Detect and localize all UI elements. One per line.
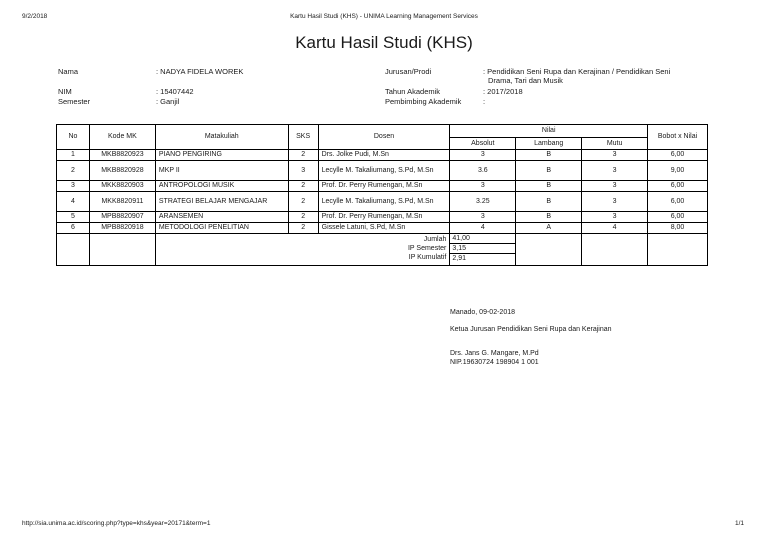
cell-kode: MKK8820911 bbox=[89, 192, 155, 212]
header-absolut: Absolut bbox=[450, 138, 516, 150]
cell-dosen: Lecylle M. Takaliumang, S.Pd, M.Sn bbox=[318, 161, 450, 181]
nim-label: NIM bbox=[58, 87, 72, 96]
cell-matakuliah: STRATEGI BELAJAR MENGAJAR bbox=[155, 192, 288, 212]
cell-bobot: 6,00 bbox=[648, 150, 708, 161]
cell-kode: MPB8820918 bbox=[89, 223, 155, 234]
cell-bobot: 8,00 bbox=[648, 223, 708, 234]
semester-value: : Ganjil bbox=[156, 97, 180, 106]
table-row bbox=[57, 161, 708, 181]
header-matakuliah: Matakuliah bbox=[155, 125, 288, 150]
cell-no: 2 bbox=[57, 161, 90, 181]
cell-sks: 2 bbox=[288, 150, 318, 161]
cell-dosen: Prof. Dr. Perry Rumengan, M.Sn bbox=[318, 181, 450, 192]
print-date: 9/2/2018 bbox=[22, 13, 48, 20]
nim-value: : 15407442 bbox=[156, 87, 194, 96]
semester-label: Semester bbox=[58, 97, 91, 106]
table-row bbox=[57, 212, 708, 223]
cell-mutu: 3 bbox=[582, 150, 648, 161]
print-page-number: 1/1 bbox=[734, 520, 744, 527]
page-title: Kartu Hasil Studi (KHS) bbox=[295, 33, 473, 52]
signature-name: Drs. Jans G. Mangare, M.Pd bbox=[450, 350, 539, 357]
cell-lambang: B bbox=[516, 192, 582, 212]
cell-kode: MKK8820903 bbox=[89, 181, 155, 192]
table-row bbox=[57, 192, 708, 212]
header-dosen: Dosen bbox=[318, 125, 450, 150]
cell-absolut: 4 bbox=[450, 223, 516, 234]
header-sks: SKS bbox=[288, 125, 318, 150]
header-mutu: Mutu bbox=[582, 138, 648, 150]
cell-dosen: Gissele Latuni, S.Pd, M.Sn bbox=[318, 223, 450, 234]
cell-no: 3 bbox=[57, 181, 90, 192]
signature-place-date: Manado, 09-02-2018 bbox=[450, 309, 515, 316]
ips-value: 3,15 bbox=[450, 244, 515, 254]
cell-kode: MPB8820907 bbox=[89, 212, 155, 223]
tahun-value: : 2017/2018 bbox=[483, 87, 523, 96]
cell-matakuliah: ANTROPOLOGI MUSIK bbox=[155, 181, 288, 192]
jurusan-label: Jurusan/Prodi bbox=[385, 67, 432, 76]
cell-kode: MKB8820928 bbox=[89, 161, 155, 181]
cell-lambang: B bbox=[516, 150, 582, 161]
cell-lambang: B bbox=[516, 181, 582, 192]
cell-bobot: 9,00 bbox=[648, 161, 708, 181]
summary-labels bbox=[155, 234, 450, 266]
cell-mutu: 3 bbox=[582, 181, 648, 192]
print-url: http://sia.unima.ac.id/scoring.php?type=khs&year=20171&term=1 bbox=[22, 520, 211, 527]
cell-sks: 3 bbox=[288, 161, 318, 181]
cell-kode: MKB8820923 bbox=[89, 150, 155, 161]
cell-absolut: 3 bbox=[450, 212, 516, 223]
signature-nip: NIP.19630724 198904 1 001 bbox=[450, 359, 539, 366]
ipk-value: 2,91 bbox=[452, 255, 466, 262]
cell-matakuliah: METODOLOGI PENELITIAN bbox=[155, 223, 288, 234]
jumlah-value: 41,00 bbox=[450, 234, 515, 244]
nama-label: Nama bbox=[58, 67, 79, 76]
cell-lambang: B bbox=[516, 212, 582, 223]
cell-mutu: 3 bbox=[582, 212, 648, 223]
header-no: No bbox=[57, 125, 90, 150]
cell-absolut: 3.25 bbox=[450, 192, 516, 212]
header-lambang: Lambang bbox=[516, 138, 582, 150]
cell-sks: 2 bbox=[288, 181, 318, 192]
header-kode: Kode MK bbox=[89, 125, 155, 150]
jurusan-value-line2: Drama, Tari dan Musik bbox=[488, 76, 563, 85]
cell-mutu: 3 bbox=[582, 192, 648, 212]
cell-bobot: 6,00 bbox=[648, 192, 708, 212]
cell-mutu: 4 bbox=[582, 223, 648, 234]
jurusan-value-line1: : Pendidikan Seni Rupa dan Kerajinan / Pendidikan Seni bbox=[483, 67, 671, 76]
cell-mutu: 3 bbox=[582, 161, 648, 181]
signature-role: Ketua Jurusan Pendidikan Seni Rupa dan Kerajinan bbox=[450, 326, 612, 333]
table-row bbox=[57, 150, 708, 161]
tahun-label: Tahun Akademik bbox=[385, 87, 441, 96]
pembimbing-value: : bbox=[483, 97, 486, 106]
pembimbing-label: Pembimbing Akademik bbox=[385, 97, 462, 106]
cell-dosen: Lecylle M. Takaliumang, S.Pd, M.Sn bbox=[318, 192, 450, 212]
ips-label: IP Semester bbox=[407, 245, 447, 252]
cell-bobot: 6,00 bbox=[648, 212, 708, 223]
cell-no: 5 bbox=[57, 212, 90, 223]
cell-sks: 2 bbox=[288, 223, 318, 234]
cell-bobot: 6,00 bbox=[648, 181, 708, 192]
nama-value: : NADYA FIDELA WOREK bbox=[156, 67, 244, 76]
cell-sks: 2 bbox=[288, 192, 318, 212]
cell-absolut: 3.6 bbox=[450, 161, 516, 181]
jumlah-label: Jumlah bbox=[423, 236, 447, 243]
cell-lambang: B bbox=[516, 161, 582, 181]
print-page-title: Kartu Hasil Studi (KHS) - UNIMA Learning Management Services bbox=[290, 13, 478, 20]
cell-no: 1 bbox=[57, 150, 90, 161]
cell-matakuliah: PIANO PENGIRING bbox=[155, 150, 288, 161]
cell-absolut: 3 bbox=[450, 150, 516, 161]
cell-lambang: A bbox=[516, 223, 582, 234]
cell-no: 4 bbox=[57, 192, 90, 212]
cell-dosen: Drs. Jolke Pudi, M.Sn bbox=[318, 150, 450, 161]
khs-table bbox=[56, 124, 708, 266]
table-row bbox=[57, 181, 708, 192]
cell-absolut: 3 bbox=[450, 181, 516, 192]
ipk-label: IP Kumulatif bbox=[408, 254, 447, 261]
cell-matakuliah: MKP II bbox=[155, 161, 288, 181]
summary-values bbox=[450, 234, 516, 266]
cell-matakuliah: ARANSEMEN bbox=[155, 212, 288, 223]
table-row bbox=[57, 223, 708, 234]
header-nilai: Nilai bbox=[450, 125, 648, 138]
cell-sks: 2 bbox=[288, 212, 318, 223]
summary-row bbox=[57, 234, 708, 266]
header-bobot: Bobot x Nilai bbox=[648, 125, 708, 150]
cell-no: 6 bbox=[57, 223, 90, 234]
cell-dosen: Prof. Dr. Perry Rumengan, M.Sn bbox=[318, 212, 450, 223]
